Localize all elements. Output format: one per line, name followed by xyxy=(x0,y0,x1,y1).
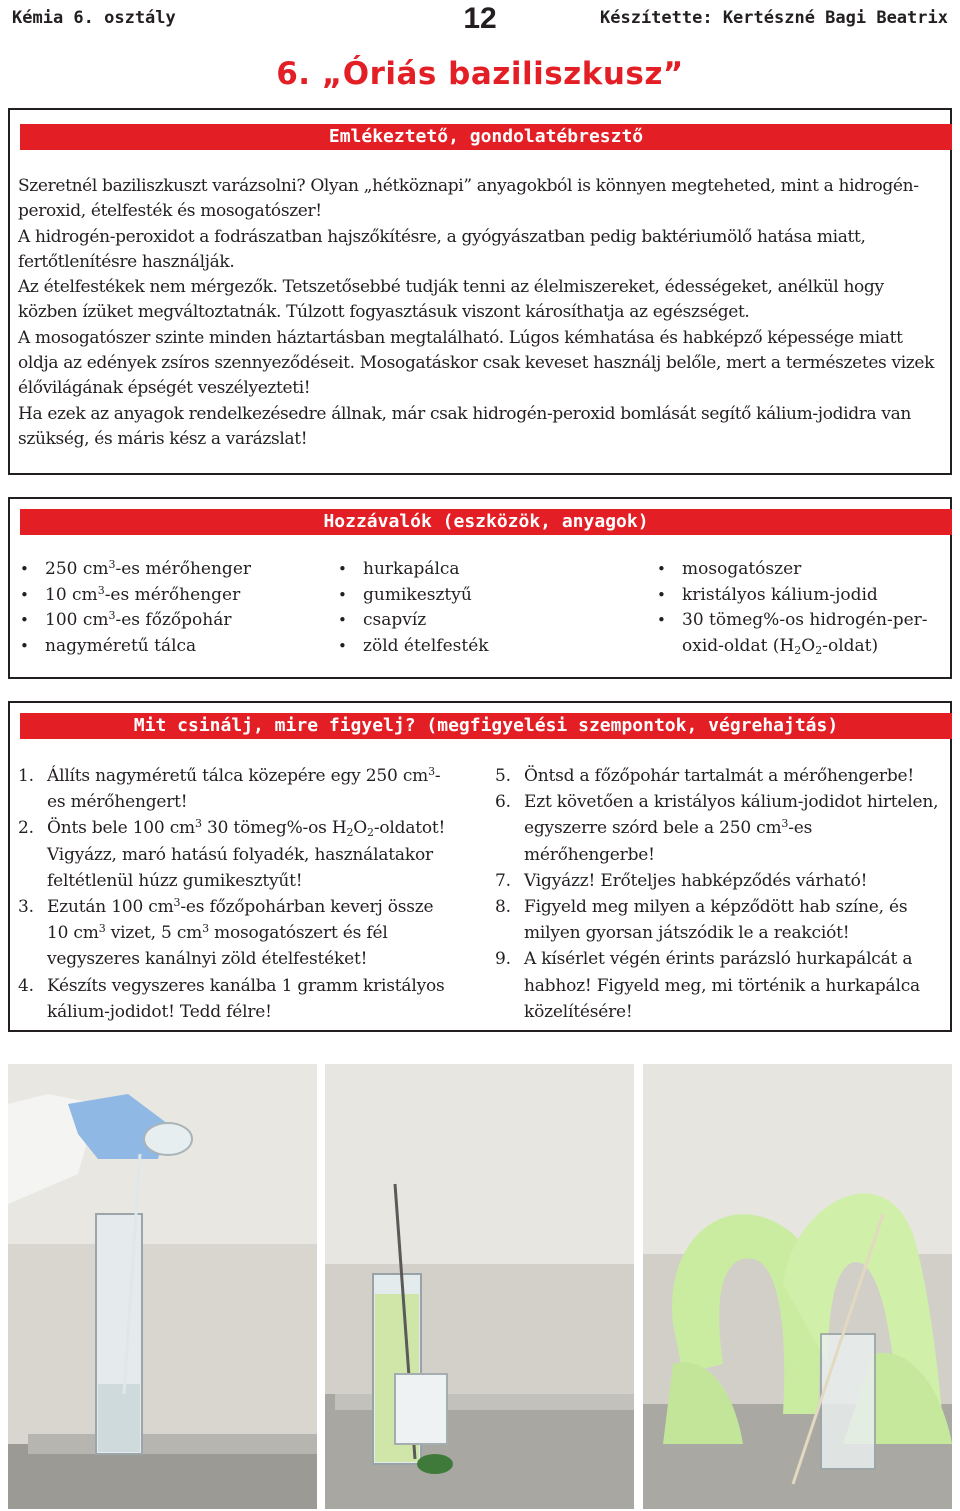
step-item: 1. Állíts nagyméretű tálca közepére egy 250 $cm^3-es$ mérőhengert! xyxy=(18,765,441,813)
steps-right xyxy=(495,763,940,1025)
step-item: 6. Ezt követően a kristályos kálium-jodidot hirtelen, egyszerre szórd bele a 250 $cm^3-es$ mérőhengerbe! xyxy=(495,792,939,865)
step-item: 8. Figyeld meg milyen a képződött hab színe, és milyen gyorsan játszódik le a reakciót! xyxy=(495,897,908,944)
equipment-list xyxy=(18,557,318,659)
ingredients-box xyxy=(8,497,952,679)
list-item: • 250 $cm^3-es$ mérőhenger xyxy=(18,557,318,583)
step-item: 3. Ezután 100 $cm^3-es$ főzőpohárban keverj össze 10 $cm^3$ vizet, 5 $cm^3$ mosogatószert és fél vegyszeres kanálnyi zöld ételfestéket! xyxy=(18,896,434,970)
bullet-icon: • xyxy=(657,560,666,578)
bullet-icon: • xyxy=(338,585,347,604)
bullet-icon: • xyxy=(338,611,347,629)
list-item: • csapvíz xyxy=(336,608,636,634)
bullet-icon: • xyxy=(20,560,29,578)
procedure-box xyxy=(8,701,952,1032)
bullet-icon: • xyxy=(20,636,29,655)
reminder-text xyxy=(18,174,944,452)
list-item: • gumikesztyű xyxy=(336,583,636,609)
bullet-icon: • xyxy=(20,585,29,604)
bullet-icon: • xyxy=(657,585,666,604)
list-item: • 10 $cm^3-es$ mérőhenger xyxy=(18,583,318,609)
steps-left xyxy=(18,763,448,1025)
bullet-icon: • xyxy=(657,611,666,629)
page-header xyxy=(0,0,960,40)
procedure-heading: Mit csinálj, mire figyelj? (megfigyelési szempontok, végrehajtás) xyxy=(20,713,952,739)
reminder-paragraph: Ha ezek az anyagok rendelkezésedre állnak, már csak hidrogén-peroxid bomlását segítő kálium-jodidra van szükség, és máris kész a varázslat! xyxy=(18,403,912,449)
list-item: • hurkapálca xyxy=(336,557,636,583)
step-item: 5. Öntsd a főzőpohár tartalmát a mérőhengerbe! xyxy=(495,766,914,786)
photo-strip xyxy=(8,1064,952,1509)
tools-list xyxy=(336,557,636,659)
photo-cylinder xyxy=(325,1064,634,1509)
reminder-heading: Emlékeztető, gondolatébresztő xyxy=(20,124,952,150)
photo-foam xyxy=(643,1064,952,1509)
materials-list xyxy=(655,557,945,659)
list-item: • 100 $cm^3-es$ főzőpohár xyxy=(18,608,318,634)
bullet-icon: • xyxy=(20,611,29,629)
reminder-paragraph: Az ételfestékek nem mérgezők. Tetszetősebbé tudják tenni az élelmiszereket, édességeket, anélkül hogy közben ízüket megváltoztatnák. Túlzott fogyasztásuk viszont károsíthatja az egészséget. xyxy=(18,277,884,323)
reminder-box xyxy=(8,108,952,475)
reminder-paragraph: Szeretnél baziliszkuszt varázsolni? Olyan „hétköznapi” anyagokból is könnyen megteheted, mint a hidrogén-peroxid, ételfesték és mosogatószer! xyxy=(18,176,919,222)
step-item: 2. Önts bele 100 $cm^3$ 30 tömeg%-os $H_2O_2$-oldatot! Vigyázz, maró hatású folyadék, használatakor feltétlenül húzz gumikesztyűt! xyxy=(18,817,446,891)
list-item: • nagyméretű tálca xyxy=(18,634,318,660)
step-item: 9. A kísérlet végén érints parázsló hurkapálcát a habhoz! Figyeld meg, mi történik a hurkapálca közelítésére! xyxy=(495,949,920,1022)
page-number: 12 xyxy=(463,2,497,35)
author-label: Készítette: Kertészné Bagi Beatrix xyxy=(600,8,948,28)
step-item: 4. Készíts vegyszeres kanálba 1 gramm kristályos kálium-jodidot! Tedd félre! xyxy=(18,975,445,1022)
list-item: • 30 tömeg%-os hidrogén-per-oxid-oldat $(H_2O_2-oldat)$ xyxy=(657,610,928,657)
bullet-icon: • xyxy=(338,636,347,655)
page-title: 6. „Óriás baziliszkusz” xyxy=(276,56,684,92)
bullet-icon: • xyxy=(338,560,347,578)
list-item: • mosogatószer xyxy=(655,557,945,583)
list-item: • zöld ételfesték xyxy=(336,634,636,660)
reminder-paragraph: A mosogatószer szinte minden háztartásban megtalálható. Lúgos kémhatása és habképző képessége miatt oldja az edények zsíros szennyeződéseit. Mosogatáskor csak keveset használj belőle, mert a természetes vizek élővilágának épségét veszélyezteti! xyxy=(18,327,935,399)
reminder-paragraph: A hidrogén-peroxidot a fodrászatban hajszőkítésre, a gyógyászatban pedig baktériumölő hatása miatt, fertőtlenítésre használják. xyxy=(18,226,866,272)
step-item: 7. Vigyázz! Erőteljes habképződés várható! xyxy=(495,870,868,891)
photo-pouring xyxy=(8,1064,317,1509)
subject-label: Kémia 6. osztály xyxy=(12,8,176,28)
ingredients-heading: Hozzávalók (eszközök, anyagok) xyxy=(20,509,952,535)
list-item: • kristályos kálium-jodid xyxy=(655,583,945,609)
